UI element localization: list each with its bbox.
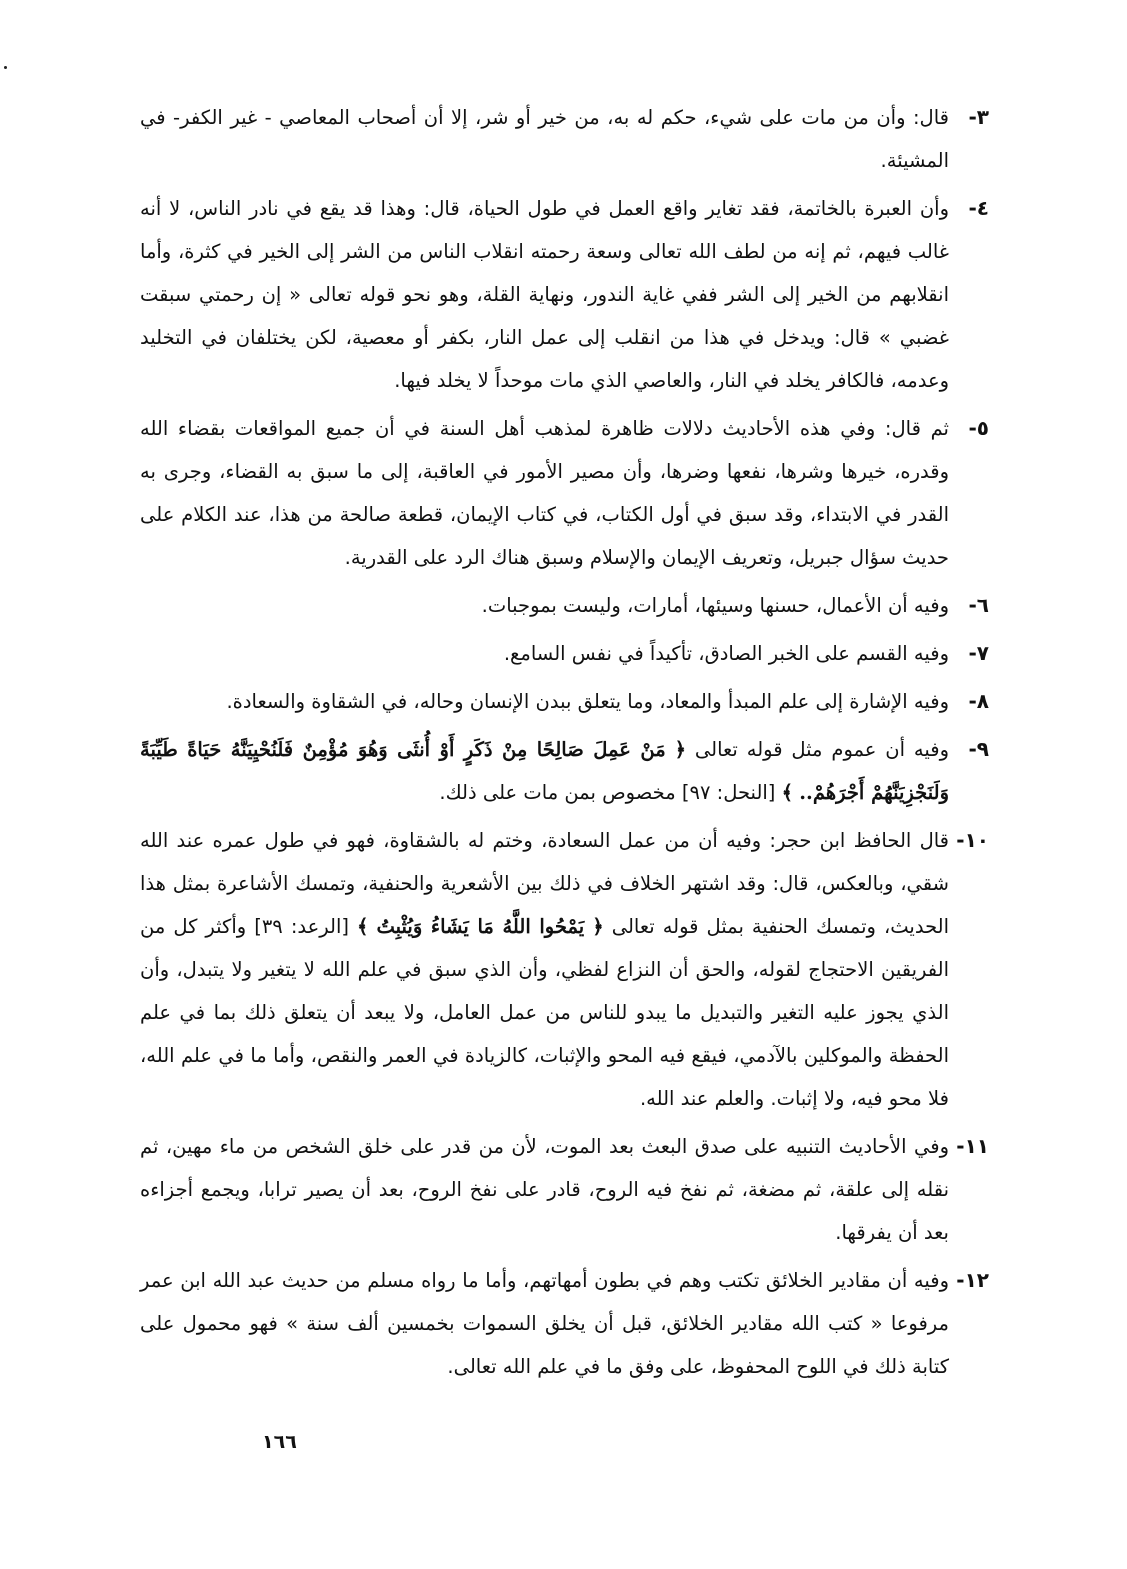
list-item-3 [140, 96, 989, 182]
list-item-6 [140, 584, 989, 627]
quran-verse: يَمْحُوا اللَّهُ مَا يَشَاءُ وَيُثْبِتُ [376, 915, 585, 938]
item-number: ١٠- [956, 828, 989, 852]
item-text: وفيه القسم على الخبر الصادق، تأكيداً في نفس السامع. [503, 642, 949, 665]
text-after-quote: [الرعد: ٣٩] وأكثر كل من الفريقين الاحتجاج لقوله، والحق أن النزاع لفظي، وأن الذي سبق في علم الله لا يتغير ولا يتبدل، وأن الذي يجوز عليه التغير والتبديل ما يبدو للناس من عمل العامل، ولا يبعد أن يتعلق ذلك بما في علم الحفظة والموكلين بالآدمي، فيقع فيه المحو والإثبات، كالزيادة في العمر والنقص، وأما ما في علم الله، فلا محو فيه، ولا إثبات. والعلم عند الله. [140, 915, 949, 1110]
item-text [140, 728, 949, 814]
quran-verse: مَنْ عَمِلَ صَالِحًا مِنْ ذَكَرٍ أَوْ أُنثَى وَهُوَ مُؤْمِنٌ فَلَنُحْيِيَنَّهُ حَيَاةً طَيِّبَةً وَلَنَجْزِيَنَّهُمْ أَجْرَهُمْ.. [140, 738, 949, 804]
item-number: ٨- [968, 689, 989, 713]
stray-mark [4, 66, 7, 69]
text-before-quote: وفيه أن عموم مثل قوله تعالى [694, 738, 949, 761]
item-text: وفيه أن مقادير الخلائق تكتب وهم في بطون أمهاتهم، وأما ما رواه مسلم من حديث عبد الله ابن عمر مرفوعا « كتب الله مقادير الخلائق، قبل أن يخلق السموات بخمسين ألف سنة » فهو محمول على كتابة ذلك في اللوح المحفوظ، على وفق ما في علم الله تعالى. [140, 1269, 949, 1378]
list-item-4 [140, 187, 989, 402]
item-text: ثم قال: وفي هذه الأحاديث دلالات ظاهرة لمذهب أهل السنة في أن جميع المواقعات بقضاء الله وقدره، خيرها وشرها، نفعها وضرها، وأن مصير الأمور في العاقبة، إلى ما سبق به القضاء، وجرى به القدر في الابتداء، وقد سبق في أول الكتاب، في كتاب الإيمان، قطعة صالحة من هذا، عند الكلام على حديث سؤال جبريل، وتعريف الإيمان والإسلام وسبق هناك الرد على القدرية. [140, 417, 949, 569]
item-number: ٥- [968, 416, 989, 440]
page-number: ١٦٦ [262, 1431, 297, 1453]
text-body [140, 96, 989, 1393]
item-number: ٦- [968, 593, 989, 617]
text-before-quote: قال الحافظ ابن حجر: وفيه أن من عمل السعادة، وختم له بالشقاوة، فهو في طول عمره عند الله شقي، وبالعكس، قال: وقد اشتهر الخلاف في ذلك بين الأشعرية والحنفية، وتمسك الأشاعرة بمثل هذا الحديث، وتمسك الحنفية بمثل قوله تعالى [140, 829, 950, 938]
list-item-12 [140, 1259, 989, 1388]
list-item-7 [140, 632, 989, 675]
quran-bracket-close: ﴾ [781, 781, 794, 804]
list-item-9 [140, 728, 989, 814]
item-text: وأن العبرة بالخاتمة، فقد تغاير واقع العمل في طول الحياة، قال: وهذا قد يقع في نادر الناس، لا أنه غالب فيهم، ثم إنه من لطف الله تعالى وسعة رحمته انقلاب الناس من الشر إلى الخير في كثرة، وأما انقلابهم من الخير إلى الشر ففي غاية الندور، ونهاية القلة، وهو نحو قوله تعالى « إن رحمتي سبقت غضبي » قال: ويدخل في هذا من انقلب إلى عمل النار، بكفر أو معصية، لكن يختلفان في التخليد وعدمه، فالكافر يخلد في النار، والعاصي الذي مات موحداً لا يخلد فيها. [140, 197, 949, 392]
item-number: ١١- [956, 1134, 989, 1158]
item-number: ٤- [968, 196, 989, 220]
list-item-11 [140, 1125, 989, 1254]
list-item-5 [140, 407, 989, 579]
item-text: وفي الأحاديث التنبيه على صدق البعث بعد الموت، لأن من قدر على خلق الشخص من ماء مهين، ثم نقله إلى علقة، ثم مضغة، ثم نفخ فيه الروح، قادر على نفخ الروح، بعد أن يصير ترابا، ويجمع أجزاءه بعد أن يفرقها. [140, 1135, 949, 1244]
item-text: وفيه أن الأعمال، حسنها وسيئها، أمارات، وليست بموجبات. [481, 594, 949, 617]
item-number: ٧- [968, 641, 989, 665]
item-number: ٣- [968, 105, 989, 129]
item-number: ٩- [968, 737, 989, 761]
quran-bracket-open: ﴿ [592, 915, 604, 938]
item-text: قال: وأن من مات على شيء، حكم له به، من خير أو شر، إلا أن أصحاب المعاصي - غير الكفر- في المشيئة. [140, 106, 949, 172]
list-item-8 [140, 680, 989, 723]
quran-bracket-open: ﴿ [674, 738, 686, 761]
list-item-10 [140, 819, 989, 1120]
quran-bracket-close: ﴾ [357, 915, 369, 938]
item-text: وفيه الإشارة إلى علم المبدأ والمعاد، وما يتعلق ببدن الإنسان وحاله، في الشقاوة والسعادة. [226, 690, 949, 713]
item-number: ١٢- [956, 1268, 989, 1292]
text-after-quote: [النحل: ٩٧] مخصوص بمن مات على ذلك. [439, 781, 776, 804]
item-text [140, 819, 949, 1120]
